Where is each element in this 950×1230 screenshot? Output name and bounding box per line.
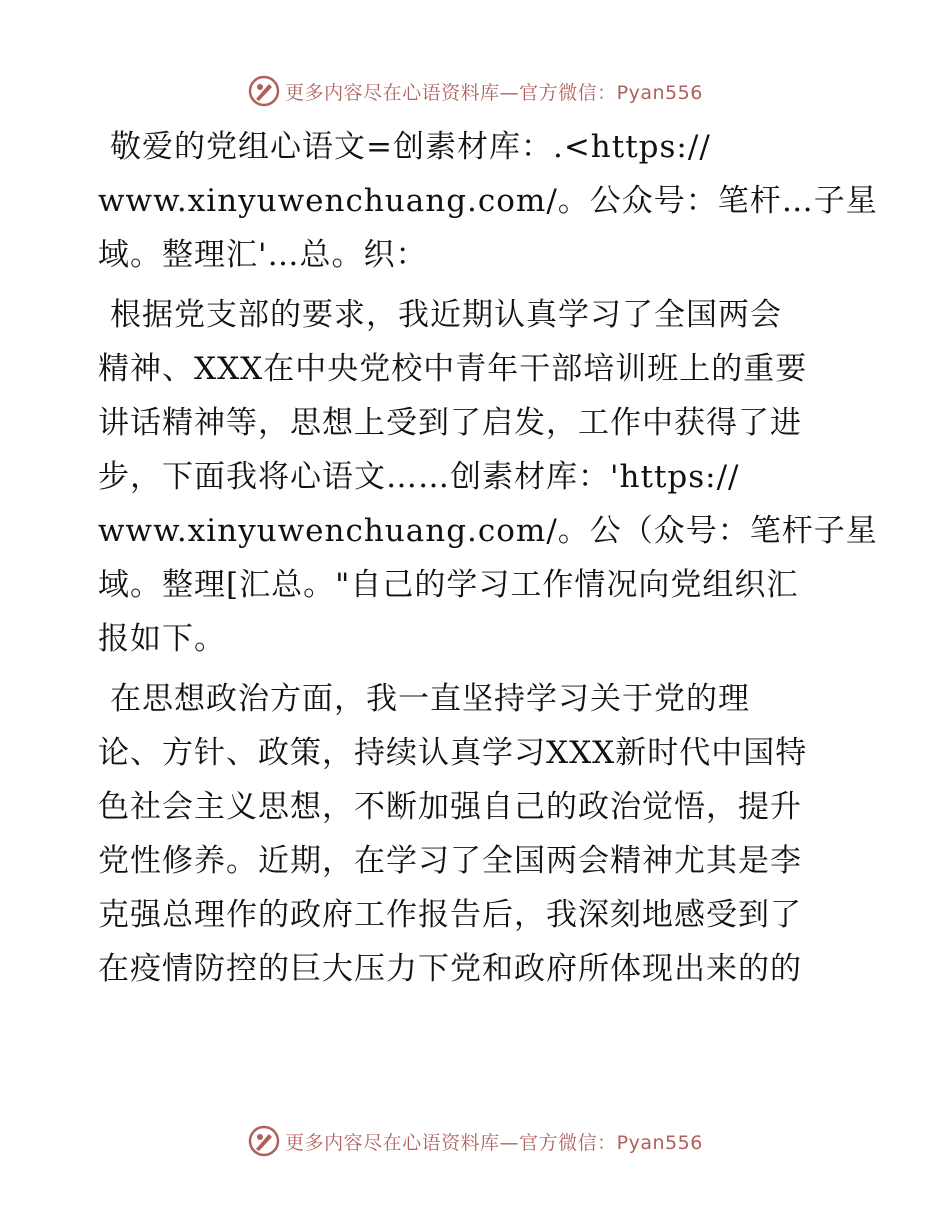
text-line: 讲话精神等，思想上受到了启发，工作中获得了进 bbox=[98, 405, 802, 441]
text-line: 在思想政治方面，我一直坚持学习关于党的理 bbox=[110, 681, 750, 717]
text-line: 敬爱的党组心语文=创素材库：.<https:// bbox=[110, 129, 711, 165]
text-line: 色社会主义思想，不断加强自己的政治觉悟，提升 bbox=[98, 789, 802, 825]
text-line: www.xinyuwenchuang.com/。公众号：笔杆…子星 bbox=[98, 183, 878, 219]
header-banner bbox=[0, 71, 950, 111]
text-line: 步，下面我将心语文……创素材库：'https:// bbox=[98, 459, 740, 495]
text-line: www.xinyuwenchuang.com/。公（众号：笔杆子星 bbox=[98, 513, 878, 549]
header-banner-text: 更多内容尽在心语资料库—官方微信：Pyan556 bbox=[285, 81, 703, 104]
pen-seal-icon bbox=[247, 74, 281, 108]
text-line: 论、方针、政策，持续认真学习XXX新时代中国特 bbox=[98, 735, 808, 771]
paragraph-salutation bbox=[98, 120, 878, 282]
footer-banner bbox=[0, 1121, 950, 1161]
text-line: 党性修养。近期，在学习了全国两会精神尤其是李 bbox=[98, 843, 802, 879]
text-line: 域。整理[汇总。"自己的学习工作情况向党组织汇 bbox=[98, 567, 799, 603]
paragraph-political-thought bbox=[98, 672, 858, 996]
document-body bbox=[98, 120, 878, 1002]
text-line: 报如下。 bbox=[98, 621, 226, 657]
text-line: 克强总理作的政府工作报告后，我深刻地感受到了 bbox=[98, 897, 802, 933]
paragraph-intro bbox=[98, 288, 878, 666]
footer-banner-text: 更多内容尽在心语资料库—官方微信：Pyan556 bbox=[285, 1131, 703, 1154]
text-line: 在疫情防控的巨大压力下党和政府所体现出来的的 bbox=[98, 951, 802, 987]
text-line: 根据党支部的要求，我近期认真学习了全国两会 bbox=[110, 297, 782, 333]
text-line: 域。整理汇'…总。织： bbox=[98, 237, 428, 273]
text-line: 精神、XXX在中央党校中青年干部培训班上的重要 bbox=[98, 351, 808, 387]
pen-seal-icon bbox=[247, 1124, 281, 1158]
